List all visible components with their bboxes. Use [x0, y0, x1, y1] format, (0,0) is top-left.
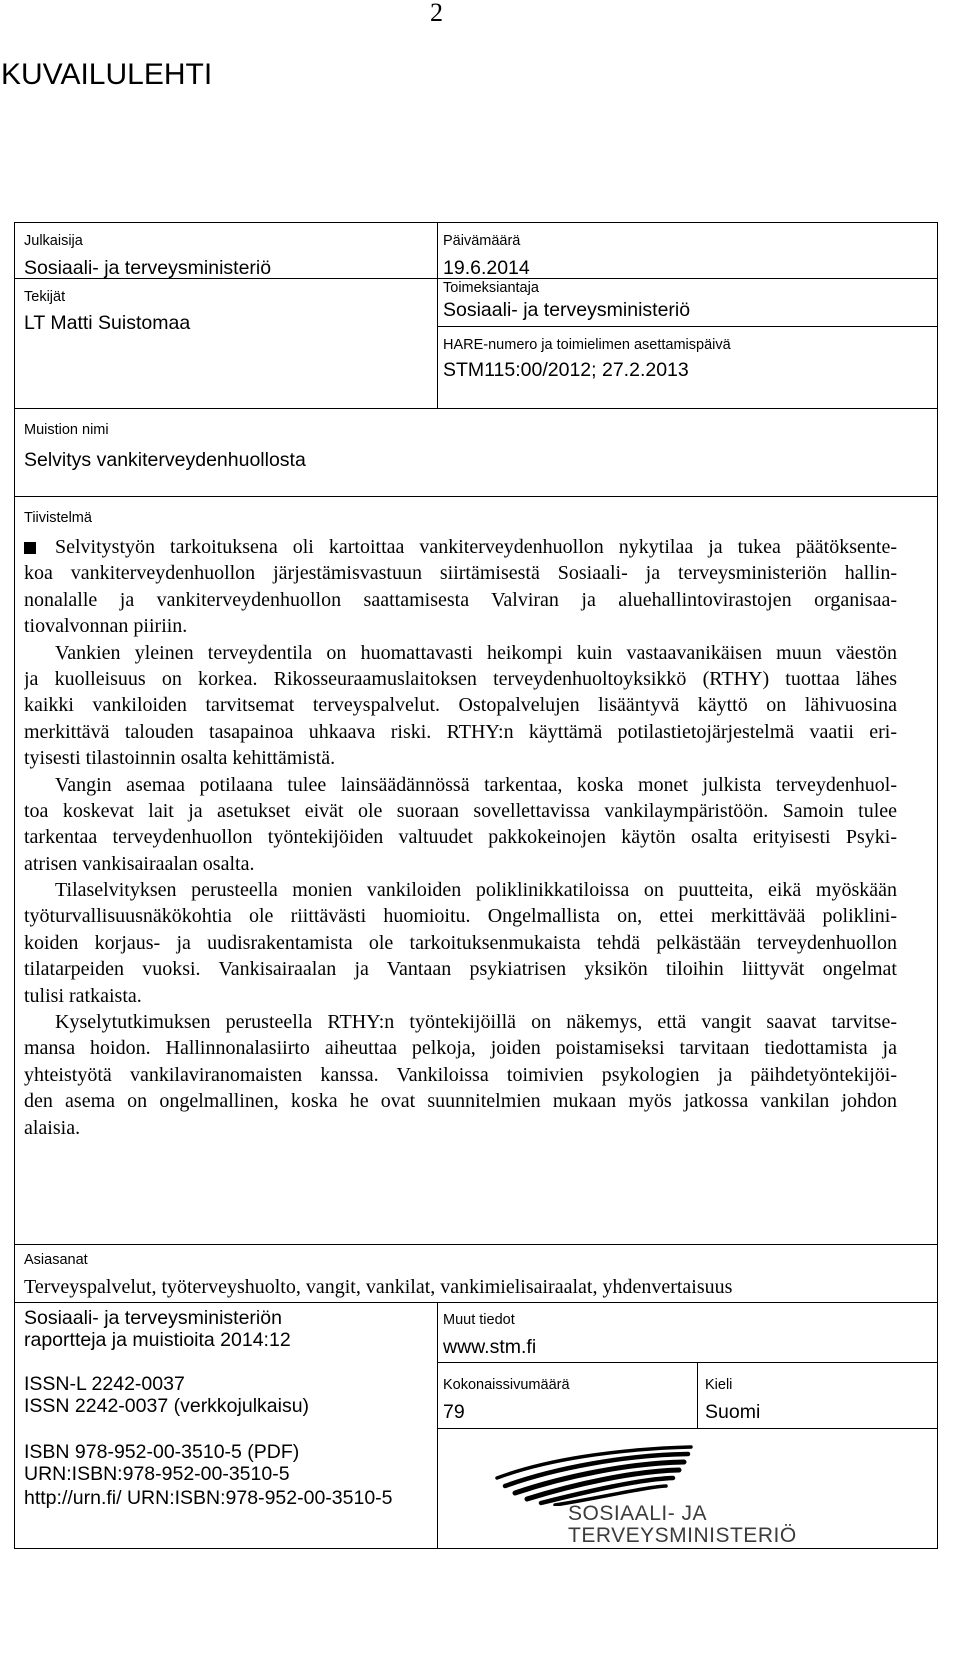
summary-line: koa vankiterveydenhuollon järjestämisvastuun siirtämisestä Sosiaali- ja terveysministeriön hallin-	[24, 562, 897, 585]
urn-url-line: http://urn.fi/ URN:ISBN:978-952-00-3510-5	[24, 1486, 393, 1509]
column-divider-lower	[437, 1302, 438, 1548]
table-border-right	[937, 222, 938, 1549]
issn-line: ISSN 2242-0037 (verkkojulkaisu)	[24, 1394, 310, 1417]
language-value: Suomi	[705, 1400, 761, 1423]
summary-paragraph	[24, 534, 897, 640]
summary-text	[24, 534, 897, 1141]
isbn-line: ISBN 978-952-00-3510-5 (PDF)	[24, 1440, 300, 1463]
series-line: raportteja ja muistioita 2014:12	[24, 1328, 291, 1351]
commissioner-value: Sosiaali- ja terveysministeriö	[443, 298, 691, 321]
ministry-swoosh-icon	[495, 1444, 695, 1506]
summary-line: tarkentaa terveydenhuollon työntekijöiden valtuudet pakkokeinojen käytön osalta erityisesti Psyki-	[24, 826, 897, 849]
summary-line: Vangin asemaa potilaana tulee lainsäädännössä tarkentaa, koska monet julkista terveydenhuol-	[55, 773, 897, 796]
publisher-label: Julkaisija	[24, 233, 83, 249]
keywords-label: Asiasanat	[24, 1252, 88, 1268]
issn-line: ISSN-L 2242-0037	[24, 1372, 185, 1395]
summary-line: alaisia.	[24, 1116, 81, 1139]
other-info-value: www.stm.fi	[443, 1335, 537, 1358]
page-count-value: 79	[443, 1400, 465, 1423]
row-divider-commissioner	[437, 326, 938, 327]
summary-paragraph	[24, 772, 897, 878]
publisher-value: Sosiaali- ja terveysministeriö	[24, 256, 272, 279]
hare-label: HARE-numero ja toimielimen asettamispäivä	[443, 337, 731, 353]
summary-paragraph	[24, 877, 897, 1009]
hare-value: STM115:00/2012; 27.2.2013	[443, 358, 689, 381]
summary-line: Tilaselvityksen perusteella monien vankiloiden poliklinikkatiloissa on puutteita, eikä myöskään	[55, 879, 897, 902]
authors-label: Tekijät	[24, 289, 66, 305]
summary-line: tulisi ratkaista.	[24, 984, 142, 1007]
table-border-bottom	[14, 1548, 938, 1549]
series-line: Sosiaali- ja terveysministeriön	[24, 1306, 282, 1329]
summary-line: kaikki vankiloiden tarvitsemat terveyspalvelut. Ostopalvelujen lisääntyvä käyttö on lähivuosina	[24, 694, 897, 717]
summary-line: tilatarpeiden vuoksi. Vankisairaalan ja Vantaan psykiatrisen yksikön tiloihin liittyvät ongelmat	[24, 958, 897, 981]
row-divider-memo-name	[14, 408, 938, 409]
memo-name-value: Selvitys vankiterveydenhuollosta	[24, 448, 306, 471]
document-title: KUVAILULEHTI	[1, 58, 213, 91]
summary-line: atrisen vankisairaalan osalta.	[24, 852, 255, 875]
logo-text-line1: SOSIAALI- JA	[568, 1502, 708, 1525]
memo-name-label: Muistion nimi	[24, 422, 109, 438]
summary-line: den asema on ongelmallinen, koska he ovat suunnitelmien mukaan myös jatkossa vankilan johdon	[24, 1090, 897, 1113]
summary-paragraph	[24, 1009, 897, 1141]
urn-line: URN:ISBN:978-952-00-3510-5	[24, 1462, 290, 1485]
summary-line: merkittävä talouden tasapainoa uhkaava riski. RTHY:n käyttämä potilastietojärjestelmä vaatii eri-	[24, 720, 897, 743]
summary-line: koiden korjaus- ja uudisrakentamista ole tarkoituksenmukaista tehdä pelkästään terveydenhuollon	[24, 931, 897, 954]
authors-value: LT Matti Suistomaa	[24, 311, 191, 334]
summary-paragraph	[24, 640, 897, 772]
row-divider-page-count	[437, 1428, 938, 1429]
summary-line: toa koskevat lait ja asetukset eivät ole suoraan sovellettavissa vankilaympäristöön. Samoin tulee	[24, 799, 897, 822]
summary-line: tyisesti tilastoinnin osalta kehittämistä.	[24, 747, 336, 770]
row-divider-other-info	[437, 1362, 938, 1363]
row-divider-summary	[14, 496, 938, 497]
summary-line: nonalalle ja vankiterveydenhuollon saattamisesta Valviran ja aluehallintovirastojen organisaa-	[24, 588, 897, 611]
summary-line: Vankien yleinen terveydentila on huomattavasti heikompi kuin vastaavanikäisen muun väestön	[55, 641, 897, 664]
summary-line: mansa hoidon. Hallinnonalasiirto aiheuttaa pelkoja, joiden poistamiseksi tarvitaan tiedottamista ja	[24, 1037, 897, 1060]
language-label: Kieli	[705, 1377, 733, 1393]
table-border-top	[14, 222, 938, 223]
row-divider-lower-box	[14, 1302, 938, 1303]
page-number: 2	[430, 0, 443, 27]
summary-line: yhteistyötä vankilaviranomaisten kanssa. Vankiloissa toimivien psykologien ja päihdetyöntekijöi-	[24, 1063, 897, 1086]
date-value: 19.6.2014	[443, 256, 530, 279]
summary-line: Selvitystyön tarkoituksena oli kartoittaa vankiterveydenhuollon nykytilaa ja tukea päätöksente-	[55, 536, 897, 558]
summary-line: tiovalvonnan piiriin.	[24, 615, 188, 638]
column-divider-language	[697, 1362, 698, 1428]
page-count-label: Kokonaissivumäärä	[443, 1377, 570, 1393]
column-divider-top	[437, 222, 438, 408]
row-divider-keywords	[14, 1244, 938, 1245]
summary-label: Tiivistelmä	[24, 510, 92, 526]
bullet-square-icon	[24, 542, 36, 554]
table-border-left	[14, 222, 15, 1549]
logo-text-line2: TERVEYSMINISTERIÖ	[568, 1524, 797, 1547]
summary-line: työturvallisuusnäkökohtia ole riittävästi huomioitu. Ongelmallista on, ettei merkittävää poliklini-	[24, 905, 897, 928]
date-label: Päivämäärä	[443, 233, 521, 249]
other-info-label: Muut tiedot	[443, 1312, 515, 1328]
keywords-value: Terveyspalvelut, työterveyshuolto, vangit, vankilat, vankimielisairaalat, yhdenvertaisuus	[24, 1276, 733, 1298]
summary-line: ja kuolleisuus on korkea. Rikosseuraamuslaitoksen terveydenhuoltoyksikkö (RTHY) tuottaa lähes	[24, 667, 897, 690]
commissioner-label: Toimeksiantaja	[443, 280, 539, 296]
summary-line: Kyselytutkimuksen perusteella RTHY:n työntekijöillä on näkemys, että vangit saavat tarvitse-	[55, 1011, 897, 1034]
